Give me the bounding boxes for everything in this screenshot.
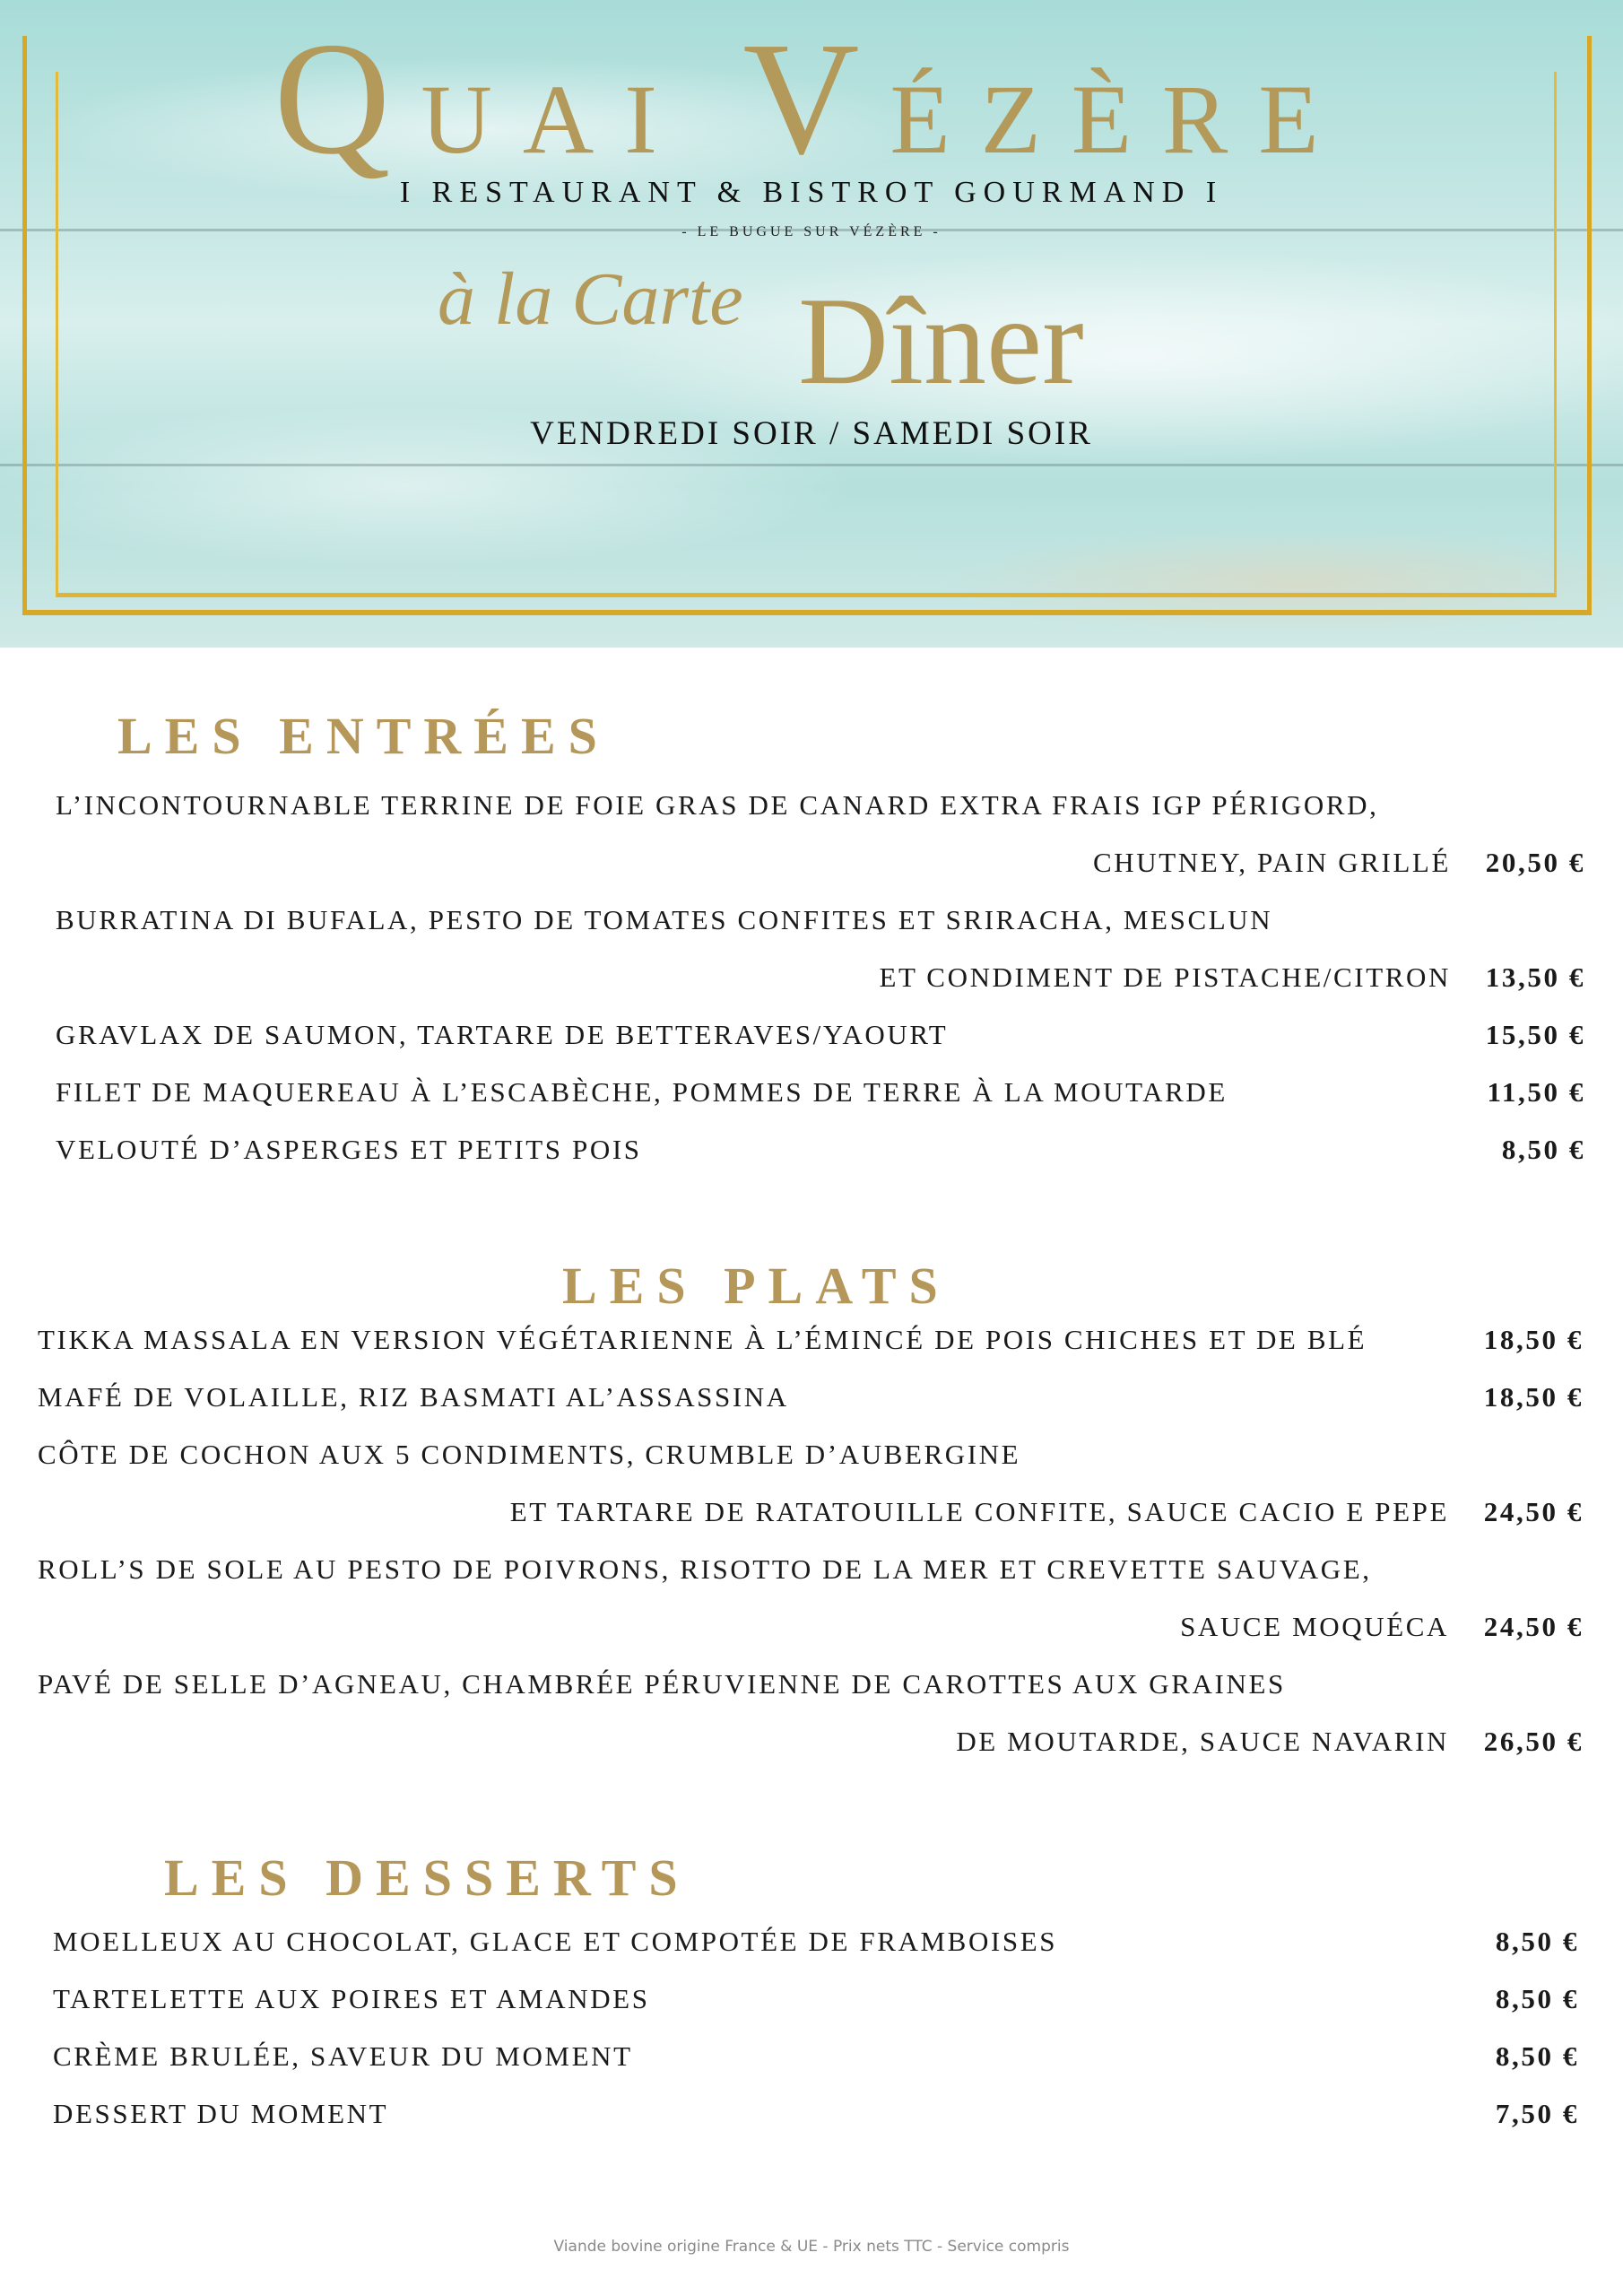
menu-item-description: FILET DE MAQUEREAU À L’ESCABÈCHE, POMMES DE TERRE À LA MOUTARDE	[56, 1076, 1228, 1108]
menu-item-price: 15,50 €	[1485, 1019, 1585, 1050]
menu-item	[56, 1006, 1585, 1064]
menu-item-price: 11,50 €	[1487, 1076, 1585, 1108]
menu-item	[38, 1311, 1584, 1369]
menu-item-description: BURRATINA DI BUFALA, PESTO DE TOMATES CONFITES ET SRIRACHA, MESCLUN	[56, 904, 1273, 935]
restaurant-subtitle: I RESTAURANT & BISTROT GOURMAND I	[399, 176, 1224, 209]
menu-item-price: 8,50 €	[1495, 1983, 1579, 2014]
footer-note: Viande bovine origine France & UE - Prix nets TTC - Service compris	[553, 2238, 1070, 2256]
section-title-entrees: LES ENTRÉES	[117, 707, 610, 765]
menu-item-description-continued: DE MOUTARDE, SAUCE NAVARIN	[956, 1726, 1449, 1757]
menu-item-line	[53, 1913, 1579, 1970]
menu-item	[53, 2028, 1579, 2085]
menu-item-line	[38, 1656, 1584, 1713]
section-title-desserts: LES DESSERTS	[164, 1848, 690, 1907]
entrees-list	[56, 777, 1585, 1178]
menu-item	[56, 777, 1585, 891]
menu-item-line	[53, 1970, 1579, 2028]
restaurant-logo-title	[0, 9, 1623, 200]
menu-item-line	[56, 777, 1585, 834]
menu-item-description: CRÈME BRULÉE, SAVEUR DU MOMENT	[53, 2040, 633, 2072]
menu-item-line	[56, 834, 1585, 891]
menu-item-price: 8,50 €	[1495, 2040, 1579, 2072]
menu-item-price: 8,50 €	[1501, 1134, 1585, 1165]
plats-list	[38, 1311, 1584, 1770]
menu-item-description: TIKKA MASSALA EN VERSION VÉGÉTARIENNE À L’ÉMINCÉ DE POIS CHICHES ET DE BLÉ	[38, 1324, 1367, 1355]
menu-item-line	[53, 2028, 1579, 2085]
menu-item-description: TARTELETTE AUX POIRES ET AMANDES	[53, 1983, 650, 2014]
menu-item-line	[56, 891, 1585, 949]
menu-item	[38, 1656, 1584, 1770]
menu-item-price: 24,50 €	[1483, 1611, 1584, 1642]
menu-item-line	[38, 1541, 1584, 1598]
menu-type-diner: Dîner	[798, 272, 1084, 411]
restaurant-location: - LE BUGUE SUR VÉZÈRE -	[681, 224, 942, 239]
menu-item-price: 24,50 €	[1483, 1496, 1584, 1527]
menu-item	[56, 1121, 1585, 1178]
menu-item-description: CÔTE DE COCHON AUX 5 CONDIMENTS, CRUMBLE D’AUBERGINE	[38, 1439, 1021, 1470]
menu-type-carte: à la Carte	[438, 257, 743, 341]
menu-item-price: 18,50 €	[1483, 1381, 1584, 1413]
menu-item	[53, 1913, 1579, 1970]
menu-item-description-continued: ET CONDIMENT DE PISTACHE/CITRON	[879, 961, 1451, 993]
menu-item-line	[53, 2085, 1579, 2143]
menu-item-description: DESSERT DU MOMENT	[53, 2098, 389, 2129]
menu-item-description: L’INCONTOURNABLE TERRINE DE FOIE GRAS DE CANARD EXTRA FRAIS IGP PÉRIGORD,	[56, 789, 1379, 821]
section-title-plats: LES PLATS	[562, 1257, 950, 1315]
menu-item-line	[38, 1369, 1584, 1426]
menu-item	[56, 891, 1585, 1006]
menu-item-description: ROLL’S DE SOLE AU PESTO DE POIVRONS, RISOTTO DE LA MER ET CREVETTE SAUVAGE,	[38, 1553, 1372, 1585]
title-q: Q	[273, 9, 421, 187]
menu-item-description: MAFÉ DE VOLAILLE, RIZ BASMATI AL’ASSASSINA	[38, 1381, 789, 1413]
title-v: V	[742, 9, 890, 187]
menu-item-description: MOELLEUX AU CHOCOLAT, GLACE ET COMPOTÉE DE FRAMBOISES	[53, 1926, 1058, 1957]
menu-item-price: 7,50 €	[1495, 2098, 1579, 2129]
menu-item-description-continued: CHUTNEY, PAIN GRILLÉ	[1092, 847, 1451, 878]
menu-item-price: 26,50 €	[1483, 1726, 1584, 1757]
menu-item-line	[38, 1426, 1584, 1483]
title-ezere: ÉZÈRE	[890, 65, 1350, 174]
menu-item-price: 8,50 €	[1495, 1926, 1579, 1957]
service-days: VENDREDI SOIR / SAMEDI SOIR	[530, 415, 1093, 452]
menu-item-line	[38, 1713, 1584, 1770]
menu-item-description-continued: SAUCE MOQUÉCA	[1180, 1611, 1449, 1642]
menu-item-description-continued: ET TARTARE DE RATATOUILLE CONFITE, SAUCE CACIO E PEPE	[509, 1496, 1449, 1527]
menu-item-line	[56, 1064, 1585, 1121]
menu-item-line	[38, 1598, 1584, 1656]
menu-item	[53, 1970, 1579, 2028]
menu-item	[38, 1369, 1584, 1426]
menu-item-price: 18,50 €	[1483, 1324, 1584, 1355]
menu-item-price: 13,50 €	[1485, 961, 1585, 993]
menu-item-line	[38, 1483, 1584, 1541]
menu-item	[53, 2085, 1579, 2143]
menu-item-line	[56, 1006, 1585, 1064]
menu-item	[38, 1426, 1584, 1541]
desserts-list	[53, 1913, 1579, 2143]
menu-item-description: PAVÉ DE SELLE D’AGNEAU, CHAMBRÉE PÉRUVIENNE DE CAROTTES AUX GRAINES	[38, 1668, 1286, 1700]
menu-item-line	[56, 949, 1585, 1006]
menu-item-price: 20,50 €	[1485, 847, 1585, 878]
menu-item-line	[38, 1311, 1584, 1369]
menu-item	[38, 1541, 1584, 1656]
header-banner	[0, 0, 1623, 648]
menu-item	[56, 1064, 1585, 1121]
menu-item-description: VELOUTÉ D’ASPERGES ET PETITS POIS	[56, 1134, 642, 1165]
menu-item-line	[56, 1121, 1585, 1178]
menu-item-description: GRAVLAX DE SAUMON, TARTARE DE BETTERAVES/YAOURT	[56, 1019, 949, 1050]
title-uai: UAI	[421, 65, 743, 174]
